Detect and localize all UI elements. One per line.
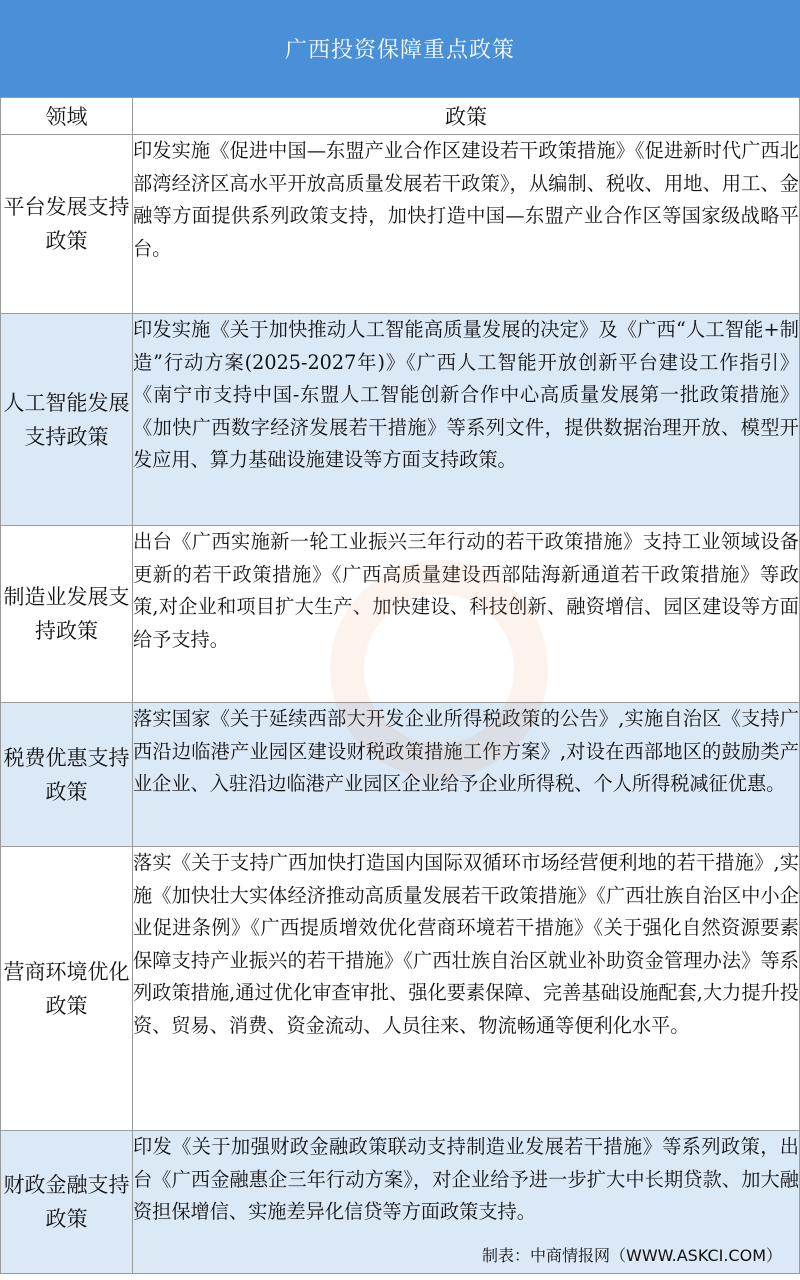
table-row (1, 703, 800, 847)
table-row (1, 526, 800, 703)
row-policy: 印发实施《关于加快推动人工智能高质量发展的决定》及《广西“人工智能+制造”行动方案(2025-2027年)》《广西人工智能开放创新平台建设工作指引》《南宁市支持中国-东盟人工智能创新合作中心高质量发展第一批政策措施》《加快广西数字经济发展若干措施》等系列文件，提供数据治理开放、模型开发应用、算力基础设施建设等方面支持政策。 (133, 314, 800, 526)
row-policy: 落实《关于支持广西加快打造国内国际双循环市场经营便利地的若干措施》,实施《加快壮大实体经济推动高质量发展若干政策措施》《广西壮族自治区中小企业促进条例》《广西提质增效优化营商环境若干措施》《关于强化自然资源要素保障支持产业振兴的若干措施》《广西壮族自治区就业补助资金管理办法》等系列政策措施,通过优化审查审批、强化要素保障、完善基础设施配套,大力提升投资、贸易、消费、资金流动、人员往来、物流畅通等便利化水平。 (133, 847, 800, 1131)
row-domain: 平台发展支持政策 (1, 135, 133, 314)
header-domain: 领域 (1, 98, 133, 135)
table-header-row (1, 98, 800, 135)
policy-table (0, 97, 800, 1274)
row-domain: 税费优惠支持政策 (1, 703, 133, 847)
row-domain: 营商环境优化政策 (1, 847, 133, 1131)
row-domain: 人工智能发展支持政策 (1, 314, 133, 526)
page-title: 广西投资保障重点政策 (0, 0, 800, 97)
table-row (1, 135, 800, 314)
header-policy: 政策 (133, 98, 800, 135)
row-policy: 印发实施《促进中国—东盟产业合作区建设若干政策措施》《促进新时代广西北部湾经济区高水平开放高质量发展若干政策》，从编制、税收、用地、用工、金融等方面提供系列政策支持，加快打造中国—东盟产业合作区等国家级战略平台。 (133, 135, 800, 314)
row-domain: 制造业发展支持政策 (1, 526, 133, 703)
row-policy: 落实国家《关于延续西部大开发企业所得税政策的公告》,实施自治区《支持广西沿边临港产业园区建设财税政策措施工作方案》,对设在西部地区的鼓励类产业企业、入驻沿边临港产业园区企业给予企业所得税、个人所得税减征优惠。 (133, 703, 800, 847)
source-footer: 制表：中商情报网（WWW.ASKCI.COM） (482, 1246, 782, 1265)
row-policy: 印发《关于加强财政金融政策联动支持制造业发展若干措施》等系列政策，出台《广西金融惠企三年行动方案》，对企业给予进一步扩大中长期贷款、加大融资担保增信、实施差异化信贷等方面政策支持。 (133, 1131, 800, 1274)
row-policy: 出台《广西实施新一轮工业振兴三年行动的若干政策措施》支持工业领域设备更新的若干政策措施》《广西高质量建设西部陆海新通道若干政策措施》等政策,对企业和项目扩大生产、加快建设、科技创新、融资增信、园区建设等方面给予支持。 (133, 526, 800, 703)
table-row (1, 847, 800, 1131)
table-row (1, 314, 800, 526)
row-domain: 财政金融支持政策 (1, 1131, 133, 1274)
